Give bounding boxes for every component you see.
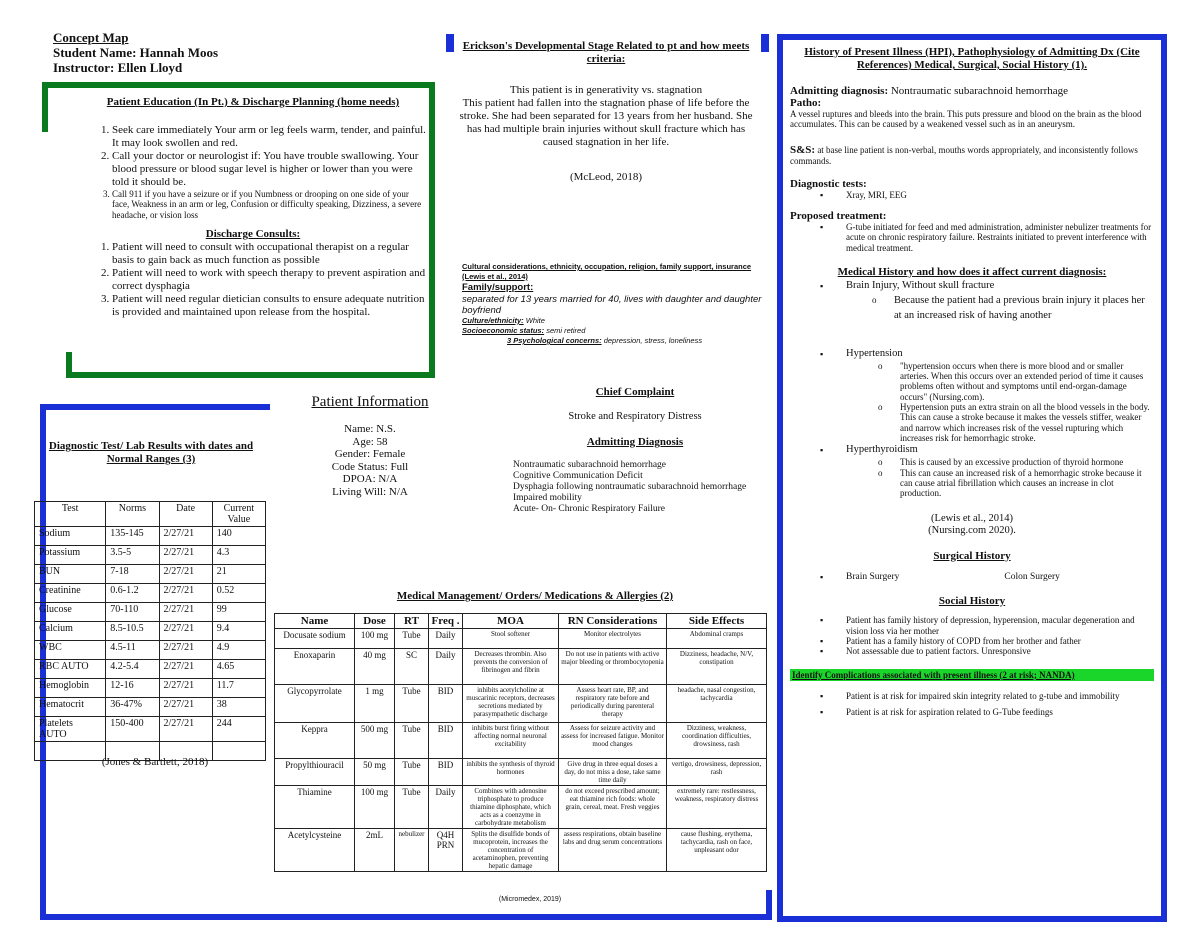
lab-cell: 0.6-1.2 [106,584,159,603]
med-cell: BID [429,723,463,759]
consult-item: 3. Patient will need regular dietician consults to ensure adequate nutrition is provided and maintained upon release from the hospital. [112,293,428,319]
table-row [35,527,266,546]
lab-cell: 140 [212,527,265,546]
green-frame-left-bottom [66,352,72,378]
med-cell: Dizziness, weakness, coordination difficulties, drowsiness, rash [667,723,767,759]
lab-cell: BUN [35,565,106,584]
table-row [275,685,767,723]
cultural-panel [462,262,762,346]
med-cell: Monitor electrolytes [559,629,667,649]
med-cell: Glycopyrrolate [275,685,355,723]
lab-cell: 7-18 [106,565,159,584]
hist-htn-sub2: o Hypertension puts an extra strain on all the blood vessels in the body. This can cause a stroke because it makes the vessels stiffer, weaker and narrow which increases risk of the vessel rupturing which increases risk for hemorrhagic stroke. [900,402,1154,443]
hist-hyper-sub1: o This is caused by an excessive production of thyroid hormone [900,457,1154,467]
med-cell: Stool softener [463,629,559,649]
lab-cell: 9.4 [212,622,265,641]
blue-frame-top [40,404,270,410]
lab-cell: Hematocrit [35,698,106,717]
lab-col-header: Current Value [212,502,265,527]
med-cell: headache, nasal congestion, tachycardia [667,685,767,723]
med-cell: Decreases thrombin. Also prevents the conversion of fibrinogen and fibrin [463,649,559,685]
med-cell: Assess for seizure activity and assess for increased fatigue. Monitor mood changes [559,723,667,759]
green-frame-top [42,82,435,88]
med-cell: 500 mg [355,723,395,759]
table-row [275,759,767,786]
med-cell: 1 mg [355,685,395,723]
meds-heading: Medical Management/ Orders/ Medications & Allergies (2) [396,590,674,602]
lab-cell: 99 [212,603,265,622]
hist-brain-injury: ▪ Brain Injury, Without skull fracture [846,279,1154,293]
psych-label: 3 Psychological concerns: [507,336,602,345]
med-col-header: Dose [355,614,395,629]
table-row [35,546,266,565]
socio-value: semi retired [544,326,586,335]
social-heading: Social History [938,594,1006,607]
patho-text: A vessel ruptures and bleeds into the brain. This puts pressure and blood on the brain as the blood accumulates. This can be caused by a weakened vessel such as in an aneurysm. [790,109,1142,130]
med-cell: Daily [429,629,463,649]
med-cell: nebulizer [395,829,429,872]
surgery-item: Brain Surgery [846,572,900,583]
med-cell: 100 mg [355,786,395,829]
admitting-heading: Admitting Diagnosis [586,436,684,448]
lab-cell: Creatinine [35,584,106,603]
lab-col-header: Test [35,502,106,527]
med-col-header: Freq . [429,614,463,629]
treat-label: Proposed treatment: [790,209,887,222]
lab-cell: Calcium [35,622,106,641]
lab-cell: 2/27/21 [159,546,212,565]
lab-cell: 4.65 [212,660,265,679]
complications-heading: Identify Complications associated with present illness (2 at risk; NANDA) [790,669,1154,681]
labs-heading: Diagnostic Test/ Lab Results with dates and Normal Ranges (3) [48,440,254,465]
meds-table [274,613,767,872]
page-title: Concept Map [53,30,129,45]
lab-cell: Platelets AUTO [35,717,106,742]
education-item: 1. Seek care immediately Your arm or leg feels warm, tender, and painful. It may look swollen and red. [112,124,428,150]
med-cell: 100 mg [355,629,395,649]
chief-panel [500,386,770,515]
family-text: separated for 13 years married for 40, lives with daughter and daughter boyfriend [462,294,762,316]
instructor-name: Instructor: Ellen Lloyd [53,60,183,75]
lab-cell: 2/27/21 [159,679,212,698]
med-cell: Q4H PRN [429,829,463,872]
green-frame-right [429,82,435,378]
med-cell: 40 mg [355,649,395,685]
lab-cell: 4.2-5.4 [106,660,159,679]
med-cell: 50 mg [355,759,395,786]
culture-value: White [523,316,545,325]
med-col-header: Name [275,614,355,629]
lab-col-header: Date [159,502,212,527]
lab-cell: 2/27/21 [159,584,212,603]
table-row [35,603,266,622]
lab-cell: 8.5-10.5 [106,622,159,641]
blue-frame-bottom [40,914,772,920]
table-row [275,786,767,829]
cultural-heading: Cultural considerations, ethnicity, occupation, religion, family support, insurance (Lewis et al., 2014) [462,262,752,281]
med-cell: Tube [395,723,429,759]
table-row [275,629,767,649]
hist-brain-sub: o Because the patient had a previous brain injury it places her at an increased risk of having another [894,293,1154,323]
table-row [275,649,767,685]
lab-cell: RBC AUTO [35,660,106,679]
hpi-heading: History of Present Illness (HPI), Pathophysiology of Admitting Dx (Cite References) Medical, Surgical, Social History (1). [804,46,1140,71]
med-cell: Daily [429,649,463,685]
med-cell: Abdominal cramps [667,629,767,649]
table-row [35,641,266,660]
med-cell: do not exceed prescribed amount; eat thiamine rich foods: whole grain, cereal, meat. Fresh veggies [559,786,667,829]
med-cell: Thiamine [275,786,355,829]
consult-item: 2. Patient will need to work with speech therapy to prevent aspiration and correct dysphagia [112,267,428,293]
erikson-stage: This patient is in generativity vs. stagnation [509,84,703,96]
erikson-panel [456,40,756,183]
admitting-item: Nontraumatic subarachnoid hemorrhage [513,460,666,470]
hist-hyper-sub2: o This can cause an increased risk of a hemorrhagic stroke because it can cause atrial fibrillation which causes an increase in clot production. [900,468,1154,499]
med-cell: Dizziness, headache, N/V, constipation [667,649,767,685]
patient-info [290,393,450,498]
med-cell: BID [429,685,463,723]
med-cell: Propylthiouracil [275,759,355,786]
table-row [35,622,266,641]
green-frame-left-top [42,82,48,132]
lab-cell: 2/27/21 [159,660,212,679]
patient-age: Age: 58 [352,435,388,448]
admitting-item: Cognitive Communication Deficit [513,471,643,481]
education-item: 3. Call 911 if you have a seizure or if you Numbness or drooping on one side of your face, Weakness in an arm or leg, Confusion or difficulty speaking, Dizziness, a severe headache, or vision loss [112,189,428,220]
admitting-item: Impaired mobility [513,493,582,503]
patho-label: Patho: [790,96,822,109]
med-col-header: Side Effects [667,614,767,629]
lab-cell: 2/27/21 [159,717,212,742]
blue-frame-right [1161,34,1167,922]
chief-heading: Chief Complaint [595,386,675,398]
diag-item: ▪ Xray, MRI, EEG [846,190,1154,200]
lab-cell: Potassium [35,546,106,565]
patient-dpoa: DPOA: N/A [342,473,398,485]
admitting-item: Dysphagia following nontraumatic subarachnoid hemorrhage [513,482,747,492]
lab-cell: 2/27/21 [159,565,212,584]
culture-label: Culture/ethnicity: [462,316,524,325]
header [53,30,218,75]
chief-text: Stroke and Respiratory Distress [568,411,702,422]
med-cell: Acetylcysteine [275,829,355,872]
med-cell: inhibits burst firing without affecting normal neuronal excitability [463,723,559,759]
lab-cell: 38 [212,698,265,717]
patient-name: Name: N.S. [344,423,396,435]
blue-bar [761,34,769,52]
education-panel [78,96,428,319]
diag-label: Diagnostic tests: [790,177,867,190]
lab-cell: 3.5-5 [106,546,159,565]
psych-value: depression, stress, loneliness [601,336,703,345]
lab-cell: 2/27/21 [159,622,212,641]
lab-cell: 70-110 [106,603,159,622]
lab-cell: 2/27/21 [159,641,212,660]
table-row [275,829,767,872]
med-cell: Enoxaparin [275,649,355,685]
complication-item: ▪ Patient is at risk for impaired skin integrity related to g-tube and immobility [846,691,1154,701]
education-item: 2. Call your doctor or neurologist if: You have trouble swallowing. Your blood pressure or blood sugar level is higher or lower than you were told it should be. [112,150,428,189]
erikson-body: This patient had fallen into the stagnation phase of life before the stroke. She had been separated for 13 years from her husband. She has had multiple brain injuries without skull fracture which has caused stagnation in her life. [459,97,753,148]
lab-cell: 21 [212,565,265,584]
lab-cell: WBC [35,641,106,660]
med-cell: Do not use in patients with active major bleeding or thrombocytopenia [559,649,667,685]
med-cell: BID [429,759,463,786]
med-cell: Tube [395,786,429,829]
med-cell: Keppra [275,723,355,759]
med-cell: Tube [395,685,429,723]
table-row [35,717,266,742]
social-item: ▪ Patient has a family history of COPD from her brother and father [846,636,1154,646]
med-cell: assess respirations, obtain baseline labs and drug serum concentrations [559,829,667,872]
consult-item: 1. Patient will need to consult with occupational therapist on a regular basis to gain back as much function as possible [112,241,428,267]
med-cell: inhibits acetylcholine at muscarinic receptors, decreases secretions mediated by parasympathetic discharge [463,685,559,723]
med-cell: SC [395,649,429,685]
medhist-heading: Medical History and how does it affect current diagnosis: [837,266,1107,279]
blue-frame-left [777,34,783,922]
meds-citation: (Micromedex, 2019) [498,896,562,903]
blue-frame-right [766,890,772,920]
surgery-item: Colon Surgery [1004,572,1060,583]
family-heading: Family/support: [462,282,534,293]
table-row [35,679,266,698]
lab-cell: 244 [212,717,265,742]
lab-col-header: Norms [106,502,159,527]
surgical-heading: Surgical History [933,549,1011,562]
lab-cell: Hemoglobin [35,679,106,698]
hist-htn-sub1: o "hypertension occurs when there is more blood and or smaller arteries. When this occurs over an extended period of time it causes problems often without and symptoms until end-organ-damage occurs" (Nursing.com). [900,361,1154,402]
hpi-cite-1: (Lewis et al., 2014) [931,512,1013,524]
lab-cell: 36-47% [106,698,159,717]
lab-cell: 2/27/21 [159,698,212,717]
lab-cell: 4.3 [212,546,265,565]
admitting-label: Admitting diagnosis: [790,85,889,97]
lab-cell: 0.52 [212,584,265,603]
med-cell: extremely rare: restlessness, weakness, respiratory distress [667,786,767,829]
treat-item: ▪ G-tube initiated for feed and med administration, administer nebulizer treatments for acute on chronic respiratory failure. Restraints initiated to prevent interference with medical treatment. [846,222,1154,253]
lab-cell: 2/27/21 [159,527,212,546]
lab-cell: 135-145 [106,527,159,546]
lab-cell: 4.9 [212,641,265,660]
patient-will: Living Will: N/A [332,485,408,498]
table-row [35,584,266,603]
erikson-heading: Erickson's Developmental Stage Related to pt and how meets criteria: [462,40,750,65]
consults-heading: Discharge Consults: [205,228,301,241]
med-cell: Tube [395,759,429,786]
med-cell: Assess heart rate, BP, and respiratory rate before and periodically during parenteral therapy [559,685,667,723]
med-cell: vertigo, drowsiness, depression, rash [667,759,767,786]
lab-cell: Sodium [35,527,106,546]
labs-citation: (Jones & Bartlett, 2018) [101,756,209,768]
student-name: Student Name: Hannah Moos [53,45,219,60]
social-item: ▪ Patient has family history of depression, hyperension, macular degeneration and vision loss via her mother [846,615,1154,636]
med-cell: Daily [429,786,463,829]
patient-code-status: Code Status: Full [331,460,409,473]
med-cell: inhibits the synthesis of thyroid hormones [463,759,559,786]
med-col-header: MOA [463,614,559,629]
lab-cell: Glucose [35,603,106,622]
lab-cell: 11.7 [212,679,265,698]
education-heading: Patient Education (In Pt.) & Discharge Planning (home needs) [106,96,400,108]
patient-heading: Patient Information [311,394,429,410]
blue-frame-bottom [777,916,1167,922]
socio-label: Socioeconomic status: [462,326,545,335]
table-row [35,698,266,717]
ss-text: at base line patient is non-verbal, mouths words appropriately, and inconsistently follows commands. [790,144,1138,167]
table-row [35,660,266,679]
med-cell: Give drug in three equal doses a day, do not miss a dose, take same time daily [559,759,667,786]
lab-cell: 2/27/21 [159,603,212,622]
consults-list [78,241,428,319]
erikson-citation: (McLeod, 2018) [569,171,643,183]
admitting-item: Acute- On- Chronic Respiratory Failure [513,504,665,514]
med-cell: Tube [395,629,429,649]
med-cell: Combines with adenosine triphosphate to produce thiamine diphosphate, which acts as a coenzyme in carbohydrate metabolism [463,786,559,829]
lab-table [34,501,266,761]
blue-frame-top [777,34,1167,40]
med-cell: Docusate sodium [275,629,355,649]
hist-htn: ▪ Hypertension [846,347,1154,361]
med-cell: cause flushing, erythema, tachycardia, rash on face, unpleasant odor [667,829,767,872]
hpi-cite-2: (Nursing.com 2020). [928,524,1016,536]
lab-cell: 4.5-11 [106,641,159,660]
admitting-value: Nontraumatic subarachnoid hemorrhage [888,85,1069,97]
patient-gender: Gender: Female [334,448,406,460]
social-item: ▪ Not assessable due to patient factors. Unresponsive [846,646,1154,656]
hist-hyper: ▪ Hyperthyroidism [846,443,1154,457]
green-frame-bottom [66,372,435,378]
med-cell: 2mL [355,829,395,872]
admitting-list [500,460,770,515]
hpi-panel [790,46,1154,718]
table-row [275,723,767,759]
complication-item: ▪ Patient is at risk for aspiration related to G-Tube feedings [846,707,1154,717]
med-col-header: RT [395,614,429,629]
blue-bar [446,34,454,52]
med-cell: Splits the disulfide bonds of mucoprotein, increases the concentration of acetaminophen, preventing hepatic damage [463,829,559,872]
ss-label: S&S: [790,143,816,156]
med-col-header: RN Considerations [559,614,667,629]
lab-cell: 150-400 [106,717,159,742]
table-row [35,565,266,584]
education-list [78,124,428,220]
lab-cell: 12-16 [106,679,159,698]
